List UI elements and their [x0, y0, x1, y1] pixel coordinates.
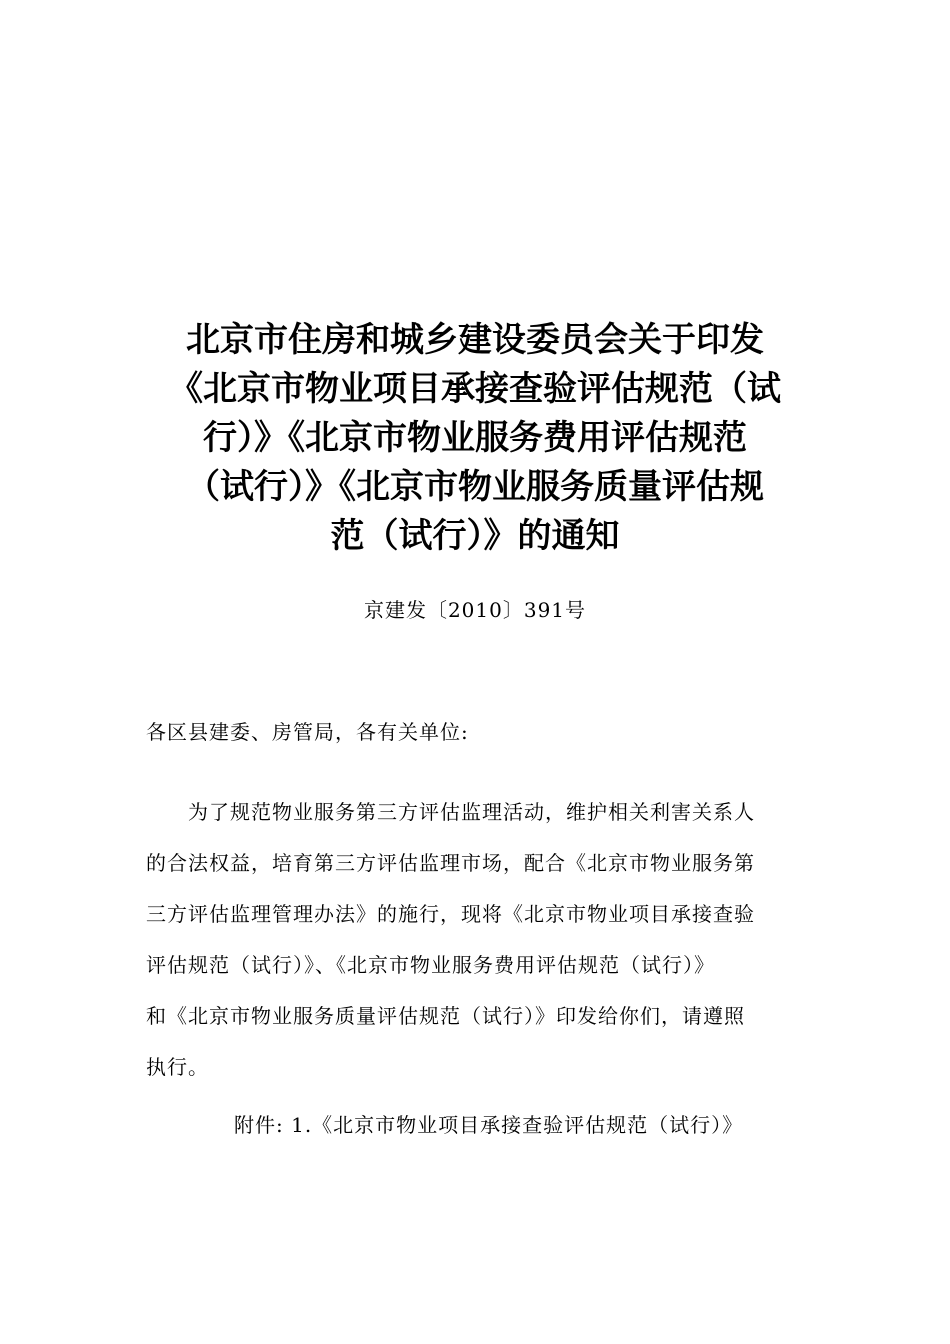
- title-line: （试行）》《北京市物业服务质量评估规: [186, 467, 764, 507]
- salutation: 各区县建委、房管局，各有关单位:: [146, 720, 469, 744]
- body-line: 和《北京市物业服务质量评估规范（试行）》印发给你们，请遵照: [146, 1004, 745, 1028]
- title-line: 北京市住房和城乡建设委员会关于印发: [186, 320, 764, 360]
- document-title: [140, 316, 810, 561]
- body-line: 执行。: [146, 1055, 209, 1079]
- title-line: 《北京市物业项目承接查验评估规范（试: [169, 369, 781, 409]
- document-number: 京建发〔2010〕391号: [363, 598, 587, 622]
- body-paragraph: [146, 787, 806, 1093]
- title-line: 范（试行）》的通知: [330, 516, 620, 556]
- attachment-line: 附件: 1.《北京市物业项目承接查验评估规范（试行）》: [234, 1113, 744, 1137]
- body-line: 评估规范（试行）》、《北京市物业服务费用评估规范（试行）》: [146, 953, 715, 977]
- body-line: 三方评估监理管理办法》的施行，现将《北京市物业项目承接查验: [146, 902, 755, 926]
- title-line: 行）》《北京市物业服务费用评估规范: [203, 418, 747, 458]
- body-line: 为了规范物业服务第三方评估监理活动，维护相关利害关系人: [146, 800, 755, 824]
- body-line: 的合法权益，培育第三方评估监理市场，配合《北京市物业服务第: [146, 851, 755, 875]
